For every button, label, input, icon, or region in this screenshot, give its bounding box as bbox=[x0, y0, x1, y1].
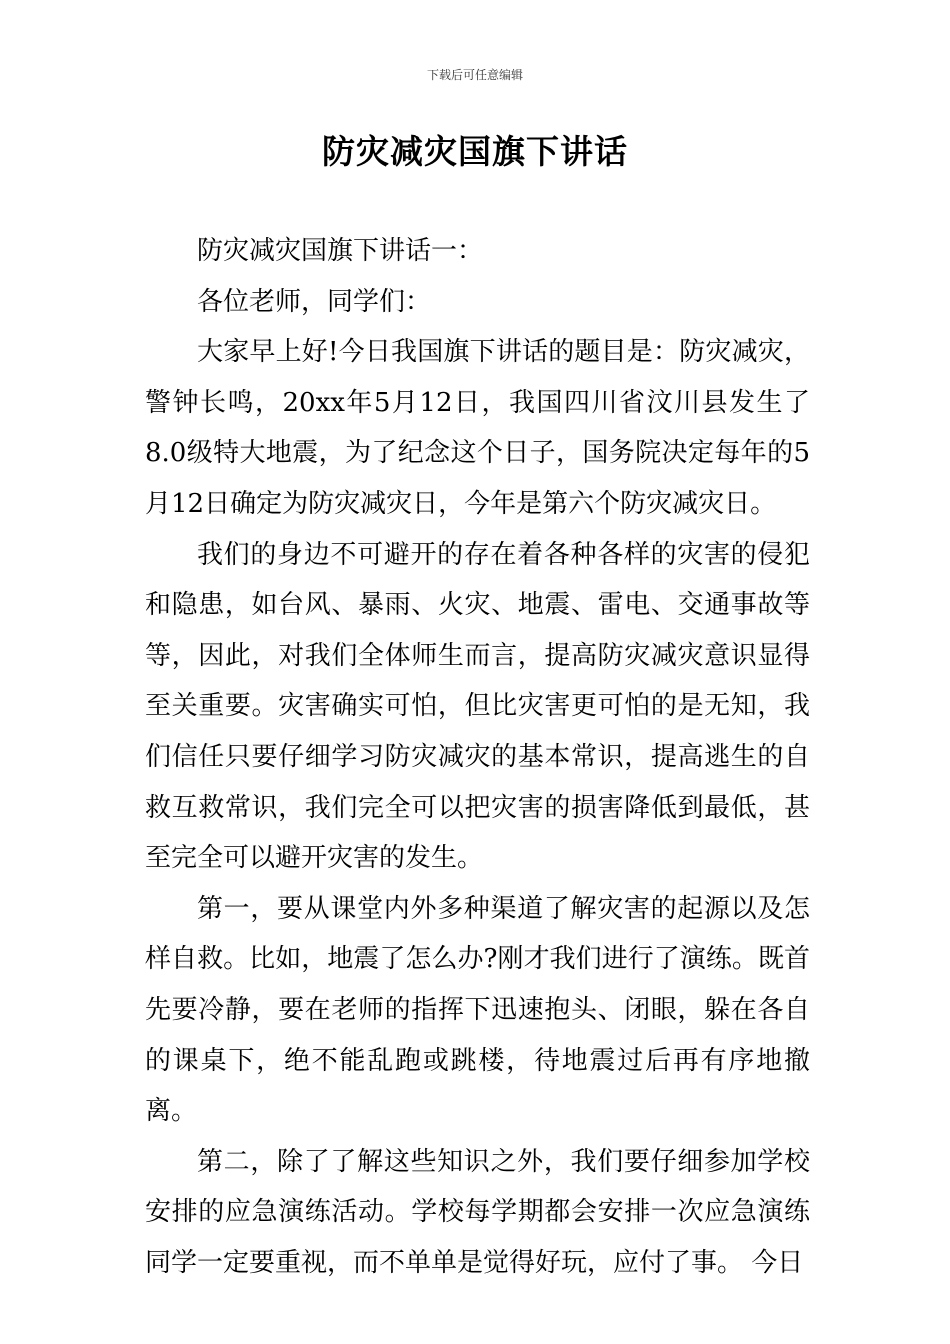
paragraph: 我们的身边不可避开的存在着各种各样的灾害的侵犯和隐患，如台风、暴雨、火灾、地震、雷电、交通事故等等，因此，对我们全体师生而言，提高防灾减灾意识显得至关重要。灾害确实可怕，但比灾害更可怕的是无知，我们信任只要仔细学习防灾减灾的基本常识，提高逃生的自救互救常识，我们完全可以把灾害的损害降低到最低，甚至完全可以避开灾害的发生。 bbox=[145, 539, 810, 874]
paragraph: 第一，要从课堂内外多种渠道了解灾害的起源以及怎样自救。比如，地震了怎么办?刚才我们进行了演练。既首先要冷静，要在老师的指挥下迅速抱头、闭眼，躲在各自的课桌下，绝不能乱跑或跳楼，待地震过后再有序地撤离。 bbox=[145, 893, 810, 1127]
header-note: 下载后可任意编辑 bbox=[426, 68, 523, 82]
paragraph: 第二，除了了解这些知识之外，我们要仔细参加学校安排的应急演练活动。学校每学期都会安排一次应急演练同学一定要重视，而不单单是觉得好玩，应付了事。 今日 bbox=[145, 1146, 810, 1278]
paragraph: 大家早上好!今日我国旗下讲话的题目是：防灾减灾，警钟长鸣，20xx年5月12日，我国四川省汶川县发生了8.0级特大地震，为了纪念这个日子，国务院决定每年的5月12日确定为防灾减灾日，今年是第六个防灾减灾日。 bbox=[145, 337, 810, 519]
document-body bbox=[145, 226, 810, 1288]
paragraph-salutation: 各位老师，同学们： bbox=[197, 286, 432, 317]
document-title: 防灾减灾国旗下讲话 bbox=[322, 132, 628, 171]
paragraph-heading: 防灾减灾国旗下讲话一： bbox=[197, 236, 484, 266]
